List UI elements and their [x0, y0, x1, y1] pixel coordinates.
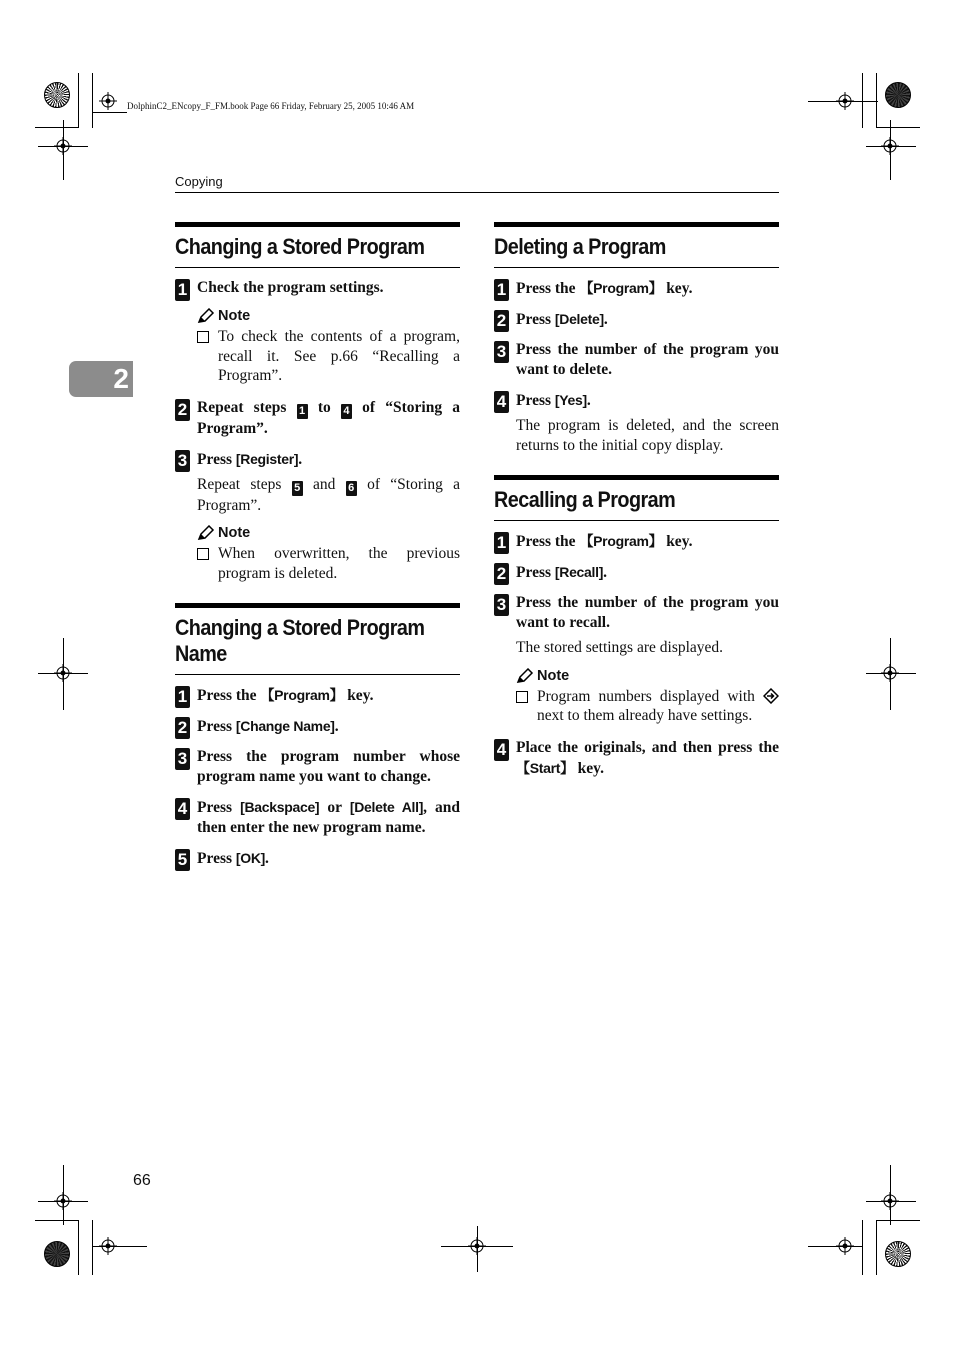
step [175, 449, 460, 516]
step [175, 685, 460, 706]
left-column [175, 222, 460, 869]
step-text: Press [Backspace] or [Delete All], and then enter the new program name. [197, 799, 461, 836]
key-label: [Register] [235, 450, 299, 467]
key-label: 【Program】 [579, 280, 663, 296]
step-text: Press [Yes]. [516, 392, 591, 409]
key-label: [OK] [235, 850, 266, 866]
step-text: Press [Register]. [197, 450, 303, 468]
section-changing-program-name [175, 603, 460, 869]
step [175, 848, 460, 869]
section-deleting-program [494, 222, 779, 455]
step-number: 3 [494, 341, 509, 363]
step-reference: 4 [341, 404, 352, 419]
step [175, 716, 460, 737]
program-registered-icon [763, 688, 779, 704]
step [494, 593, 779, 658]
note-label: Note [218, 308, 251, 324]
step-number: 3 [175, 450, 190, 472]
book-file-info: DolphinC2_ENcopy_F_FM.book Page 66 Friday, February 25, 2005 10:46 AM [127, 101, 415, 111]
registration-mark-icon [54, 664, 72, 682]
step-number: 1 [494, 532, 509, 554]
key-label: 【Program】 [579, 533, 663, 549]
color-rosette-icon [44, 1241, 70, 1267]
right-column [494, 222, 779, 779]
step-description: Repeat steps 5 and 6 of “Storing a Program”. [197, 475, 461, 514]
step-number: 1 [175, 686, 190, 708]
step [175, 398, 460, 439]
note-item: Program numbers displayed with next to them already have settings. [516, 687, 779, 726]
registration-mark-icon [881, 664, 899, 682]
step-text: Place the originals, and then press the 【Start】 key. [516, 738, 779, 777]
step-text: Repeat steps 1 to 4 of “Storing a Program”. [197, 398, 461, 437]
step-text: Press [Change Name]. [197, 718, 339, 735]
step-text: Press the program number whose program name you want to change. [197, 748, 460, 785]
registration-mark-icon [881, 1192, 899, 1210]
header-rule [175, 192, 779, 193]
color-rosette-icon [885, 82, 911, 108]
section-title: Changing a Stored Program Name [175, 615, 425, 666]
step [494, 531, 779, 552]
step [494, 738, 779, 779]
key-label: 【Start】 [516, 759, 574, 776]
step-number: 1 [175, 279, 190, 301]
step-description: The stored settings are displayed. [516, 639, 724, 656]
note-label: Note [218, 525, 251, 541]
checkbox-bullet-icon [516, 691, 528, 703]
registration-mark-icon [836, 1237, 854, 1255]
registration-mark-icon [99, 1237, 117, 1255]
running-head: Copying [175, 174, 223, 189]
pencil-icon [197, 525, 215, 541]
step [494, 562, 779, 583]
section-heading [494, 475, 779, 521]
step-text: Press the 【Program】 key. [516, 533, 693, 550]
step-text: Press [OK]. [197, 850, 269, 867]
registration-mark-icon [54, 1192, 72, 1210]
step [175, 278, 460, 298]
step-number: 3 [175, 748, 190, 770]
step-number: 1 [494, 279, 509, 301]
note [516, 668, 779, 726]
checkbox-bullet-icon [197, 548, 209, 560]
registration-mark-icon [54, 137, 72, 155]
checkbox-bullet-icon [197, 331, 209, 343]
step-reference: 5 [292, 481, 303, 496]
section-recalling-program [494, 475, 779, 779]
note-item: To check the contents of a program, recall it. See p.66 “Recalling a Program”. [197, 327, 460, 386]
section-title: Recalling a Program [494, 487, 676, 512]
step-number: 5 [175, 849, 190, 871]
section-title: Changing a Stored Program [175, 234, 425, 259]
step-reference: 1 [297, 404, 308, 419]
registration-mark-icon [881, 137, 899, 155]
color-rosette-icon [885, 1241, 911, 1267]
step-text: Press the number of the program you want to recall. [516, 594, 779, 631]
step [175, 797, 460, 838]
step-description: The program is deleted, and the screen returns to the initial copy display. [516, 417, 779, 454]
step-text: Press the 【Program】 key. [516, 280, 693, 297]
step [494, 309, 779, 330]
step-text: Check the program settings. [197, 279, 384, 296]
color-rosette-icon [44, 82, 70, 108]
step-number: 2 [175, 717, 190, 739]
key-label: [Backspace] [240, 799, 320, 815]
pencil-icon [197, 308, 215, 324]
section-title: Deleting a Program [494, 234, 666, 259]
step-text: Press [Delete]. [516, 311, 608, 328]
key-label: 【Program】 [260, 687, 344, 703]
step-text: Press the 【Program】 key. [197, 687, 374, 704]
step-number: 2 [175, 399, 190, 421]
step-number: 4 [494, 739, 509, 761]
key-label: [Delete] [554, 311, 604, 327]
step-number: 2 [494, 563, 509, 585]
step-reference: 6 [346, 481, 357, 496]
registration-mark-icon [99, 92, 117, 110]
note-item: When overwritten, the previous program is deleted. [197, 544, 460, 583]
note [197, 308, 460, 386]
key-label: [Delete All] [349, 799, 424, 815]
step [175, 747, 460, 787]
step-number: 4 [175, 798, 190, 820]
note [197, 525, 460, 583]
registration-mark-icon [468, 1237, 486, 1255]
step [494, 340, 779, 380]
step [494, 278, 779, 299]
key-label: [Change Name] [235, 718, 335, 734]
note-label: Note [537, 667, 570, 684]
step [494, 390, 779, 455]
section-changing-stored-program [175, 222, 460, 583]
chapter-tab: 2 [69, 361, 133, 397]
section-heading [175, 603, 460, 675]
page-number: 66 [133, 1172, 151, 1189]
registration-mark-icon [836, 92, 854, 110]
step-text: Press the number of the program you want to delete. [516, 341, 779, 378]
key-label: [Recall] [554, 564, 604, 580]
pencil-icon [516, 668, 534, 684]
step-number: 3 [494, 594, 509, 616]
key-label: [Yes] [554, 392, 587, 408]
section-heading [494, 222, 779, 268]
step-text: Press [Recall]. [516, 564, 607, 581]
step-number: 2 [494, 310, 509, 332]
section-heading [175, 222, 460, 268]
step-number: 4 [494, 391, 509, 413]
